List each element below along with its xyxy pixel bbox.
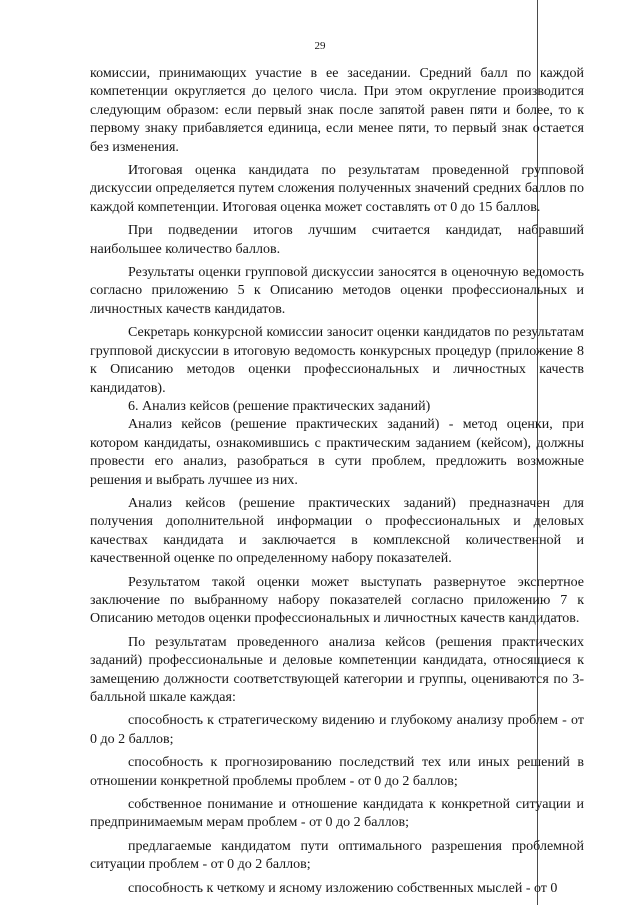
paragraph-4: Результаты оценки групповой дискуссии заносятся в оценочную ведомость согласно приложению 5 к Описанию методов оценки профессиональных и личностных качеств кандидатов. — [90, 265, 584, 317]
paragraph-3: При подведении итогов лучшим считается кандидат, набравший наибольшее количество баллов. — [90, 223, 584, 257]
page-number: 29 — [314, 40, 326, 52]
list-item-5: способность к четкому и ясному изложению собственных мыслей - от 0 — [128, 880, 558, 896]
document-body — [90, 65, 584, 898]
paragraph-2: Итоговая оценка кандидата по результатам проведенной групповой дискуссии определяется путем сложения полученных значений средних баллов по каждой компетенции. Итоговая оценка может составлять от 0 до 15 баллов. — [90, 163, 584, 215]
list-item-3: собственное понимание и отношение кандидата к конкретной ситуации и предпринимаемым мерам проблем - от 0 до 2 баллов; — [90, 797, 584, 831]
paragraph-9: Результатом такой оценки может выступать развернутое экспертное заключение по выбранному набору показателей согласно приложению 7 к Описанию методов оценки профессиональных и личностных качеств кандидатов. — [90, 574, 584, 627]
list-item-2: способность к прогнозированию последствий тех или иных решений в отношении конкретной проблемы проблем - от 0 до 2 баллов; — [90, 755, 584, 789]
section-heading-6: 6. Анализ кейсов (решение практических заданий) — [128, 398, 431, 414]
list-item-4: предлагаемые кандидатом пути оптимального разрешения проблемной ситуации проблем - от 0 до 2 баллов; — [90, 838, 584, 873]
list-item-1: способность к стратегическому видению и глубокому анализу проблем - от 0 до 2 баллов; — [90, 713, 584, 747]
paragraph-5: Секретарь конкурсной комиссии заносит оценки кандидатов по результатам групповой дискуссии в итоговую ведомость конкурсных процедур (приложение 8 к Описанию методов оценки профессиональных и личностных качеств кандидатов). — [90, 325, 584, 396]
paragraph-1: комиссии, принимающих участие в ее заседании. Средний балл по каждой компетенции округляется до целого числа. При этом округление производится следующим образом: если первый знак после запятой равен пяти и более, то к первому знаку прибавляется единица, если менее пяти, то первый знак остается без изменения. — [90, 66, 584, 155]
paragraph-7: Анализ кейсов (решение практических заданий) - метод оценки, при котором кандидаты, ознакомившись с практическим заданием (кейсом), должны провести его анализ, разобраться в сути проблем, предложить возможные решения и выбрать лучшее из них. — [90, 417, 584, 488]
paragraph-10: По результатам проведенного анализа кейсов (решения практических заданий) профессиональные и деловые компетенции кандидата, относящиеся к замещению должности соответствующей категории и группы, оцениваются по 3-балльной шкале каждая: — [90, 634, 584, 705]
paragraph-8: Анализ кейсов (решение практических заданий) предназначен для получения дополнительной информации о профессиональных и деловых качествах кандидата и заключается в комплексной количественной и качественной оценке по определенному набору показателей. — [90, 495, 584, 567]
